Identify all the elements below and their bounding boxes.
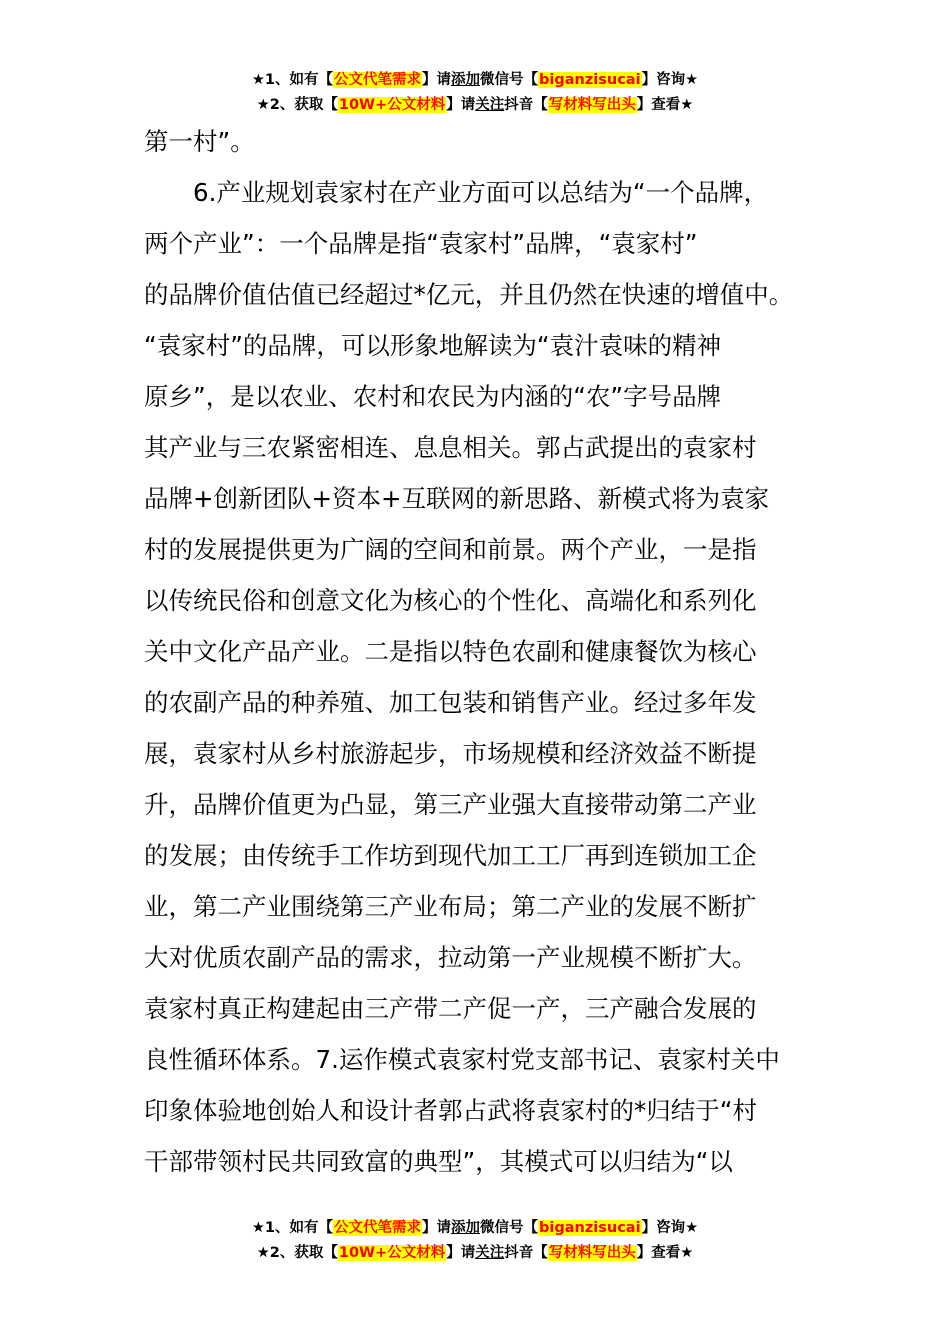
body-line: 印象体验地创始人和设计者郭占武将袁家村的*归结于“村 <box>144 1096 757 1125</box>
banner-line-2 <box>0 93 950 118</box>
banner-text: 】查看★ <box>636 97 694 113</box>
banner-line-1 <box>0 68 950 93</box>
underlined-add: 添加 <box>451 72 481 88</box>
banner-text: ★2、获取【 <box>256 1245 338 1261</box>
body-line: 关中文化产品产业。二是指以特色农副和健康餐饮为核心 <box>144 637 757 666</box>
highlight-materials: 10W+公文材料 <box>338 1245 446 1261</box>
banner-line-1 <box>0 1216 950 1241</box>
banner-text: 】请 <box>446 1245 476 1261</box>
body-line: 干部带领村民共同致富的典型”，其模式可以归结为“以 <box>144 1147 733 1176</box>
banner-text: ★1、如有【 <box>251 72 334 88</box>
highlight-writing-service: 公文代笔需求 <box>334 1220 422 1236</box>
body-line: 第一村”。 <box>144 127 255 156</box>
body-line: “袁家村”的品牌，可以形象地解读为“袁汁袁味的精神 <box>144 331 722 360</box>
body-line: 的农副产品的种养殖、加工包装和销售产业。经过多年发 <box>144 688 757 717</box>
banner-line-2 <box>0 1241 950 1266</box>
bottom-banner <box>0 1216 950 1266</box>
body-line: 升，品牌价值更为凸显，第三产业强大直接带动第二产业 <box>144 790 757 819</box>
banner-text: 】请 <box>446 97 476 113</box>
body-line: 两个产业”：一个品牌是指“袁家村”品牌，“袁家村” <box>144 229 698 258</box>
highlight-materials: 10W+公文材料 <box>338 97 446 113</box>
banner-text: 】查看★ <box>636 1245 694 1261</box>
banner-text: 】请 <box>422 72 452 88</box>
body-line: 品牌+创新团队+资本+互联网的新思路、新模式将为袁家 <box>144 484 770 513</box>
highlight-douyin-account: 写材料写出头 <box>548 97 636 113</box>
body-line: 大对优质农副产品的需求，拉动第一产业规模不断扩大。 <box>144 943 757 972</box>
highlight-douyin-account: 写材料写出头 <box>548 1245 636 1261</box>
highlight-wechat-id: biganzisucai <box>539 1220 641 1236</box>
underlined-add: 添加 <box>451 1220 481 1236</box>
body-line: 村的发展提供更为广阔的空间和前景。两个产业，一是指 <box>144 535 757 564</box>
banner-text: ★1、如有【 <box>251 1220 334 1236</box>
body-line: 的品牌价值估值已经超过*亿元，并且仍然在快速的增值中。 <box>144 280 794 309</box>
body-line: 的发展；由传统手工作坊到现代加工工厂再到连锁加工企 <box>144 841 757 870</box>
body-line: 展，袁家村从乡村旅游起步，市场规模和经济效益不断提 <box>144 739 757 768</box>
banner-text: 】请 <box>422 1220 452 1236</box>
body-line: 业，第二产业围绕第三产业布局；第二产业的发展不断扩 <box>144 892 757 921</box>
body-line: 其产业与三农紧密相连、息息相关。郭占武提出的袁家村 <box>144 433 757 462</box>
body-line: 6.产业规划袁家村在产业方面可以总结为“一个品牌， <box>144 178 769 207</box>
banner-text: 抖音【 <box>504 1245 548 1261</box>
banner-text: 抖音【 <box>504 97 548 113</box>
underlined-follow: 关注 <box>475 97 505 113</box>
body-line: 原乡”，是以农业、农村和农民为内涵的“农”字号品牌 <box>144 382 722 411</box>
body-line: 袁家村真正构建起由三产带二产促一产，三产融合发展的 <box>144 994 757 1023</box>
banner-text: 微信号【 <box>480 72 539 88</box>
banner-text: 微信号【 <box>480 1220 539 1236</box>
document-body <box>144 116 814 1187</box>
highlight-writing-service: 公文代笔需求 <box>334 72 422 88</box>
top-banner <box>0 68 950 118</box>
banner-text: 】咨询★ <box>641 72 699 88</box>
highlight-wechat-id: biganzisucai <box>539 72 641 88</box>
underlined-follow: 关注 <box>475 1245 505 1261</box>
body-line: 良性循环体系。7.运作模式袁家村党支部书记、袁家村关中 <box>144 1045 780 1074</box>
banner-text: 】咨询★ <box>641 1220 699 1236</box>
banner-text: ★2、获取【 <box>256 97 338 113</box>
body-line: 以传统民俗和创意文化为核心的个性化、高端化和系列化 <box>144 586 757 615</box>
